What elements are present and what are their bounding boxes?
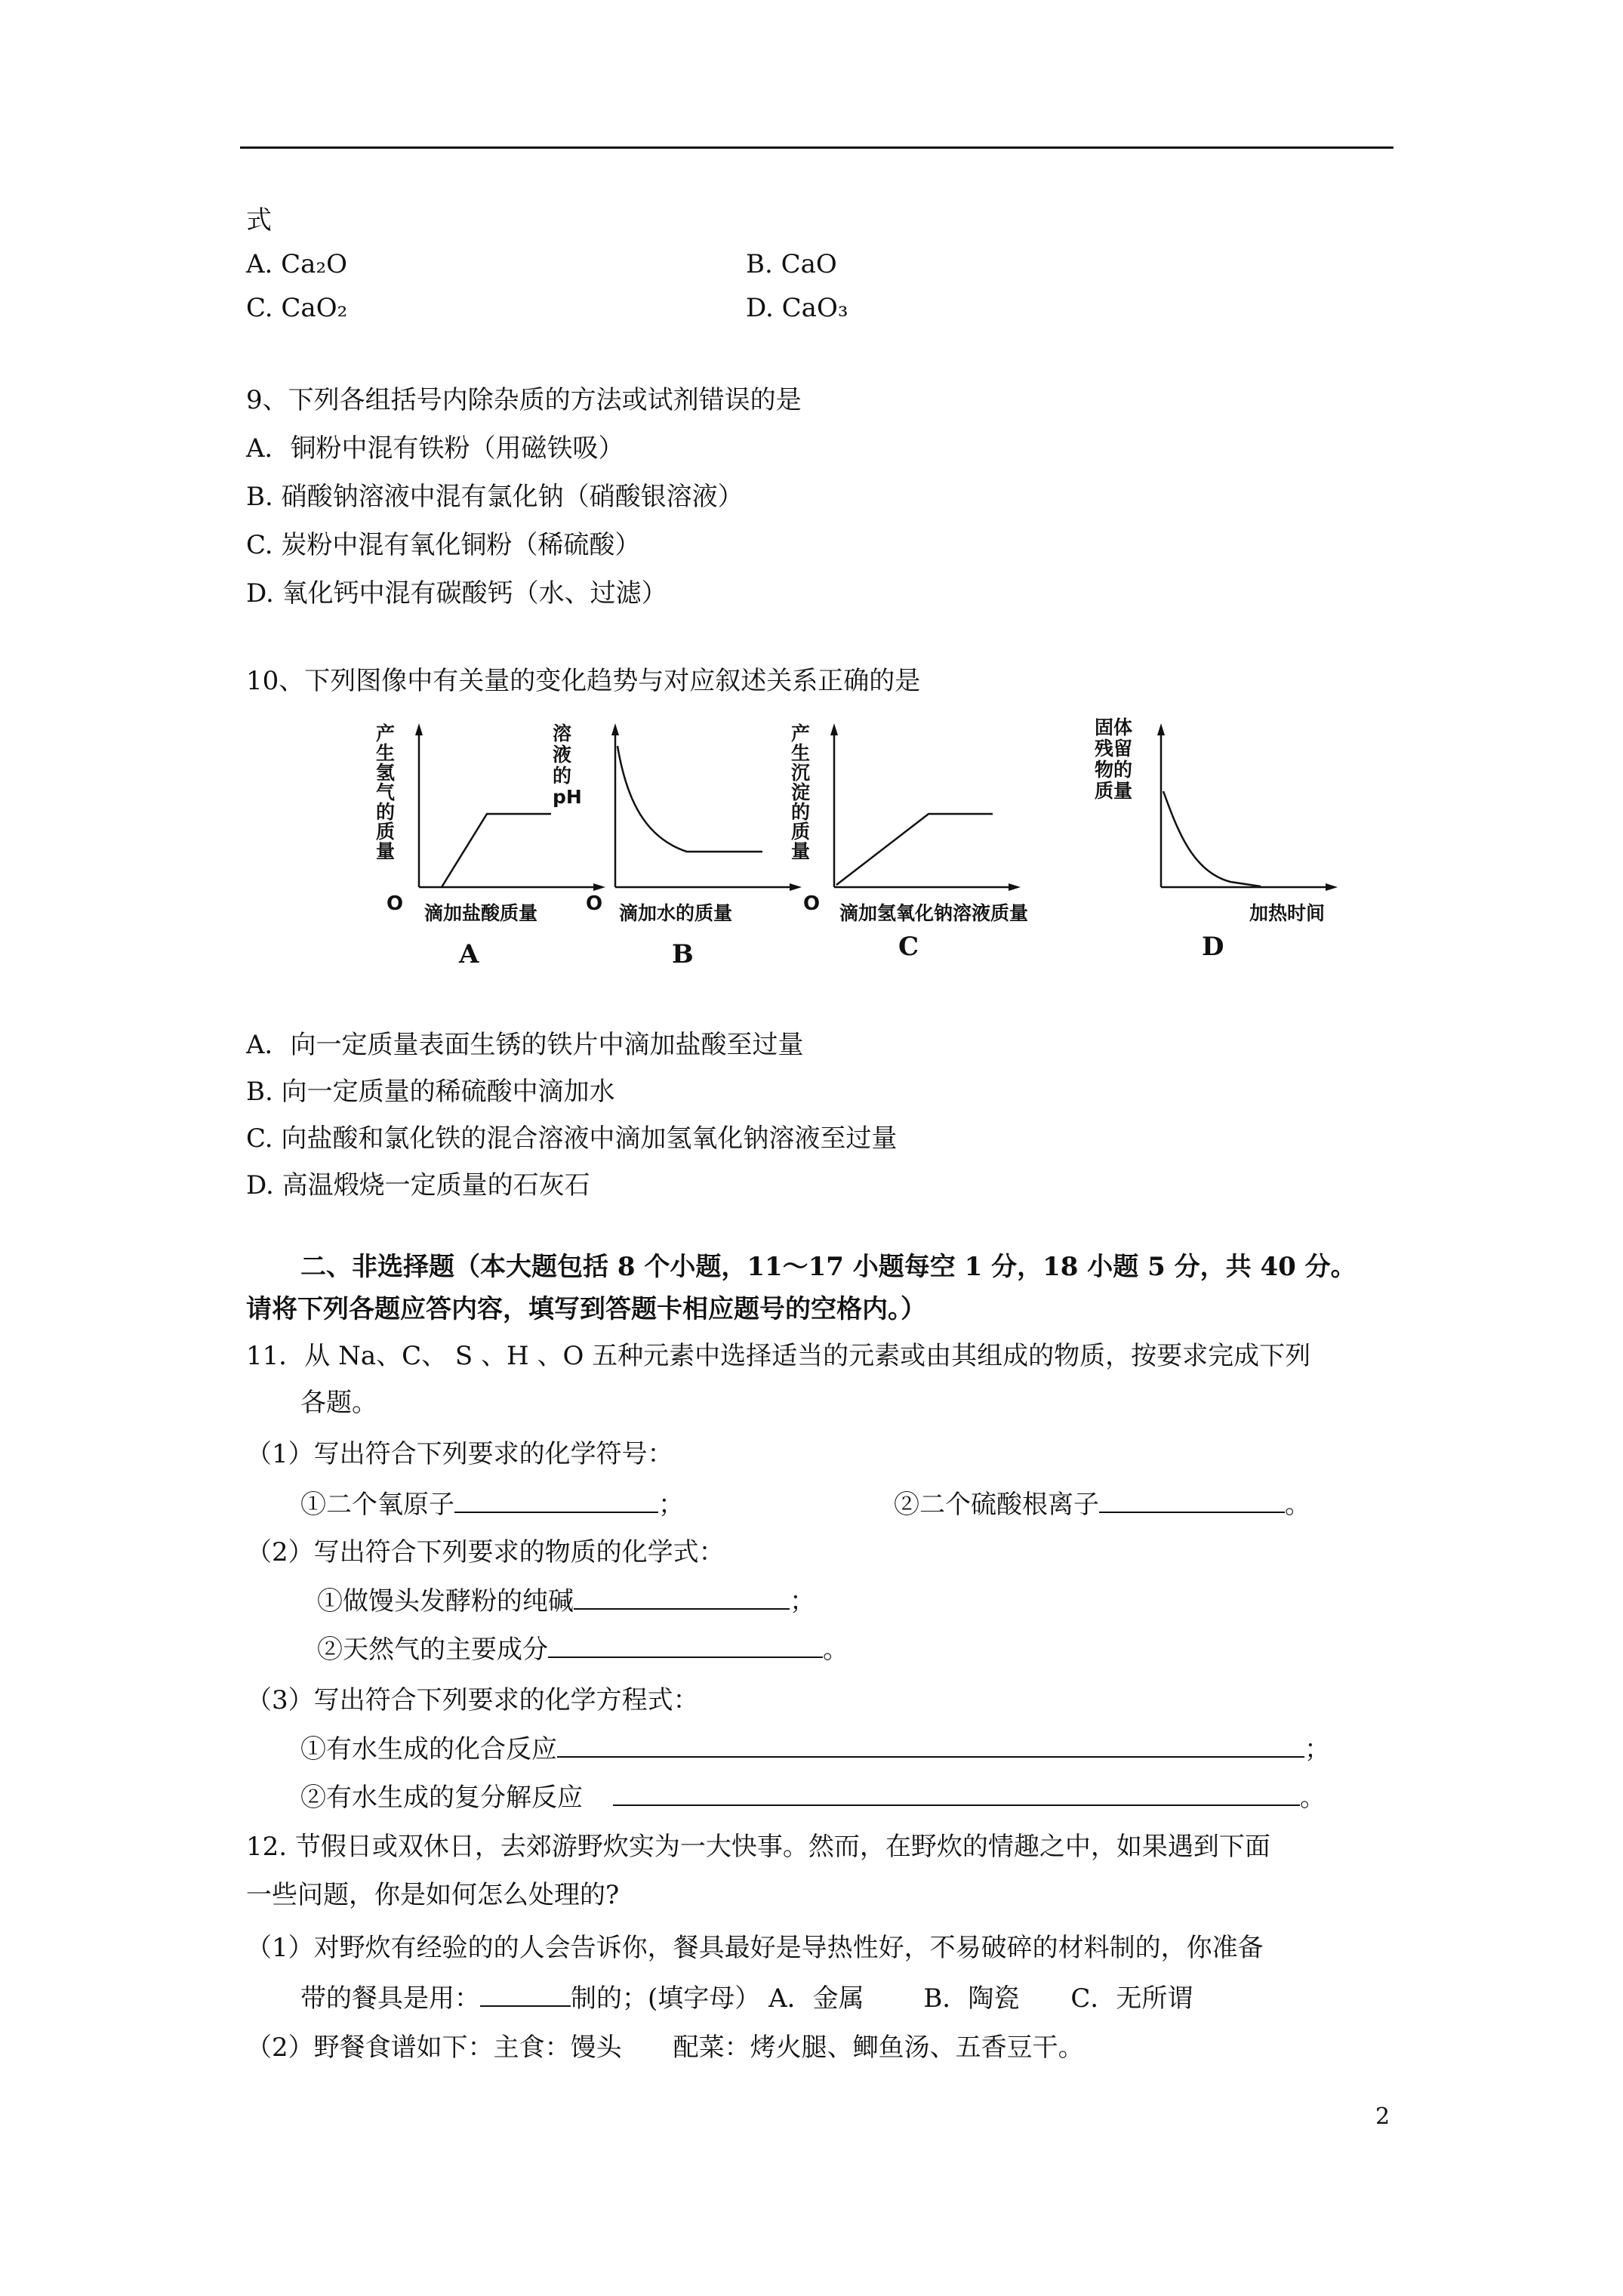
q11-part3-i bbox=[300, 1732, 1330, 1766]
q12-part1-options: 制的；(填字母） A．金属 B．陶瓷 C．无所谓 bbox=[571, 1983, 1193, 2014]
q11-part2-ii bbox=[317, 1632, 848, 1666]
graph-b-y-arrow bbox=[611, 723, 619, 735]
graph-b-letter: B bbox=[672, 939, 694, 969]
graph-a-ylabel-char: 的 bbox=[376, 801, 396, 823]
answer-blank[interactable] bbox=[557, 1732, 1304, 1758]
graph-d-letter: D bbox=[1202, 932, 1224, 962]
q9-option-b: B. 硝酸钠溶液中混有氯化钠（硝酸银溶液） bbox=[246, 482, 744, 512]
graph-c bbox=[791, 723, 1028, 962]
graph-a-ylabel bbox=[376, 723, 395, 862]
q9-option-d: D. 氧化钙中混有碳酸钙（水、过滤） bbox=[246, 578, 667, 609]
graph-c-ylabel-char: 的 bbox=[791, 801, 811, 823]
q12-part1-cont bbox=[300, 1981, 1193, 2015]
graph-b-origin: O bbox=[586, 892, 603, 915]
graph-a-ylabel-char: 质 bbox=[376, 821, 396, 843]
q8-option-a: A. Ca₂O bbox=[246, 249, 347, 279]
answer-blank[interactable] bbox=[613, 1780, 1300, 1806]
q12-part1-label: 带的餐具是用： bbox=[300, 1983, 480, 2014]
q11-stem-cont: 各题。 bbox=[300, 1388, 377, 1418]
graph-a-xlabel: 滴加盐酸质量 bbox=[424, 902, 538, 924]
q10-option-c: C. 向盐酸和氯化铁的混合溶液中滴加氢氧化钠溶液至过量 bbox=[246, 1123, 898, 1154]
graph-c-ylabel-char: 沉 bbox=[791, 762, 811, 784]
graph-d bbox=[1095, 717, 1338, 962]
q10-option-d: D. 高温煅烧一定质量的石灰石 bbox=[246, 1170, 590, 1200]
graph-c-curve bbox=[836, 814, 993, 885]
section2-instruction: 请将下列各题应答内容，填写到答题卡相应题号的空格内。） bbox=[246, 1294, 926, 1324]
header-rule bbox=[240, 146, 1394, 149]
q11-stem: 11．从 Na、C、 S 、H 、O 五种元素中选择适当的元素或由其组成的物质，按要求完成下列 bbox=[246, 1341, 1311, 1371]
graph-a-x-arrow bbox=[593, 883, 605, 891]
q9-option-c: C. 炭粉中混有氧化铜粉（稀硫酸） bbox=[246, 530, 641, 560]
graph-a-ylabel-char: 氢 bbox=[376, 762, 396, 784]
q11-part1-ii-label: ②二个硫酸根离子 bbox=[894, 1490, 1099, 1520]
graph-c-ylabel-char: 产 bbox=[791, 723, 811, 744]
q11-part3-i-label: ①有水生成的化合反应 bbox=[300, 1734, 557, 1764]
punct: 。 bbox=[1285, 1490, 1310, 1520]
q11-part2-i-label: ①做馒头发酵粉的纯碱 bbox=[317, 1586, 574, 1616]
graph-d-ylabel-char: 质量 bbox=[1095, 780, 1133, 802]
q10-option-b: B. 向一定质量的稀硫酸中滴加水 bbox=[246, 1077, 615, 1107]
q12-stem: 12. 节假日或双休日，去郊游野炊实为一大快事。然而，在野炊的情趣之中，如果遇到下面 bbox=[246, 1832, 1270, 1862]
q10-stem: 10、下列图像中有关量的变化趋势与对应叙述关系正确的是 bbox=[246, 666, 921, 696]
punct: 。 bbox=[1300, 1783, 1326, 1813]
q12-stem-cont: 一些问题，你是如何怎么处理的? bbox=[246, 1880, 620, 1910]
q11-part1-i bbox=[300, 1487, 684, 1521]
graph-d-y-arrow bbox=[1157, 723, 1165, 735]
graph-d-x-arrow bbox=[1326, 883, 1338, 891]
graph-a-y-arrow bbox=[415, 723, 423, 735]
q11-part1-ii bbox=[894, 1487, 1310, 1521]
graph-b-ylabel-char: 溶 bbox=[553, 723, 572, 744]
graph-a-letter: A bbox=[459, 939, 479, 969]
graph-c-xlabel: 滴加氢氧化钠溶液质量 bbox=[839, 902, 1029, 924]
q9-stem: 9、下列各组括号内除杂质的方法或试剂错误的是 bbox=[246, 385, 802, 415]
punct: ； bbox=[1304, 1734, 1330, 1764]
q10-graphs-figure bbox=[355, 717, 1374, 974]
q11-part3-ii bbox=[300, 1780, 1326, 1814]
graph-b-ylabel-char: 液 bbox=[553, 744, 572, 766]
graph-c-letter: C bbox=[898, 932, 919, 962]
graph-d-ylabel-char: 物的 bbox=[1095, 759, 1133, 781]
q11-part1-i-label: ①二个氧原子 bbox=[300, 1490, 454, 1520]
graph-c-x-arrow bbox=[1009, 883, 1021, 891]
q9-option-a: A．铜粉中混有铁粉（用磁铁吸） bbox=[246, 433, 624, 464]
graph-c-origin: O bbox=[803, 892, 821, 915]
section2-heading: 二、非选择题（本大题包括 8 个小题，11～17 小题每空 1 分，18 小题 5 分，共 40 分。 bbox=[300, 1252, 1357, 1282]
graph-b-x-arrow bbox=[790, 883, 802, 891]
graph-a-ylabel-char: 气 bbox=[376, 781, 396, 803]
punct: ； bbox=[790, 1586, 815, 1616]
graph-d-ylabel-char: 固体 bbox=[1095, 717, 1133, 738]
graph-b-ylabel-char: pH bbox=[553, 786, 582, 808]
graph-b-curve bbox=[617, 746, 762, 852]
graph-c-ylabel-char: 量 bbox=[791, 840, 811, 862]
q11-part3-ii-label: ②有水生成的复分解反应 bbox=[300, 1783, 583, 1813]
graph-d-xlabel: 加热时间 bbox=[1249, 902, 1326, 924]
q8-option-c: C. CaO₂ bbox=[246, 293, 348, 323]
graph-b bbox=[553, 723, 802, 969]
answer-blank[interactable] bbox=[454, 1487, 658, 1513]
q11-part3: （3）写出符合下列要求的化学方程式： bbox=[246, 1685, 699, 1715]
q10-option-a: A．向一定质量表面生锈的铁片中滴加盐酸至过量 bbox=[246, 1030, 804, 1060]
graph-c-y-arrow bbox=[830, 723, 838, 735]
graph-a-curve bbox=[442, 814, 551, 887]
q8-option-b: B. CaO bbox=[746, 249, 837, 279]
q11-part2-ii-label: ②天然气的主要成分 bbox=[317, 1635, 548, 1665]
q12-part1: （1）对野炊有经验的的人会告诉你，餐具最好是导热性好，不易破碎的材料制的，你准备 bbox=[246, 1933, 1264, 1963]
graph-a-ylabel-char: 生 bbox=[376, 742, 396, 764]
graph-a-ylabel-char: 产 bbox=[376, 723, 396, 744]
graph-d-curve bbox=[1163, 791, 1261, 886]
q8-tail: 式 bbox=[246, 205, 272, 236]
graph-c-ylabel-char: 淀 bbox=[791, 781, 811, 803]
q12-part2: （2）野餐食谱如下：主食：馒头 配菜：烤火腿、鲫鱼汤、五香豆干。 bbox=[246, 2032, 1084, 2063]
graph-c-ylabel-char: 生 bbox=[791, 742, 811, 764]
page-number: 2 bbox=[1375, 2103, 1390, 2130]
answer-blank[interactable] bbox=[548, 1632, 823, 1658]
q8-option-d: D. CaO₃ bbox=[746, 293, 848, 323]
punct: 。 bbox=[823, 1635, 848, 1665]
q11-part1: （1）写出符合下列要求的化学符号： bbox=[246, 1439, 673, 1469]
graph-b-xlabel: 滴加水的质量 bbox=[619, 902, 733, 924]
graph-b-ylabel-char: 的 bbox=[553, 765, 572, 787]
answer-blank[interactable] bbox=[574, 1584, 790, 1610]
graph-c-ylabel-char: 质 bbox=[791, 821, 811, 843]
answer-blank[interactable] bbox=[480, 1981, 571, 2007]
graph-d-ylabel-char: 残留 bbox=[1095, 738, 1133, 760]
answer-blank[interactable] bbox=[1099, 1487, 1285, 1513]
q11-part2: （2）写出符合下列要求的物质的化学式： bbox=[246, 1537, 725, 1567]
graph-a-origin: O bbox=[387, 892, 404, 915]
q11-part2-i bbox=[317, 1584, 815, 1618]
graph-a-ylabel-char: 量 bbox=[376, 840, 396, 862]
punct: ； bbox=[658, 1490, 684, 1520]
